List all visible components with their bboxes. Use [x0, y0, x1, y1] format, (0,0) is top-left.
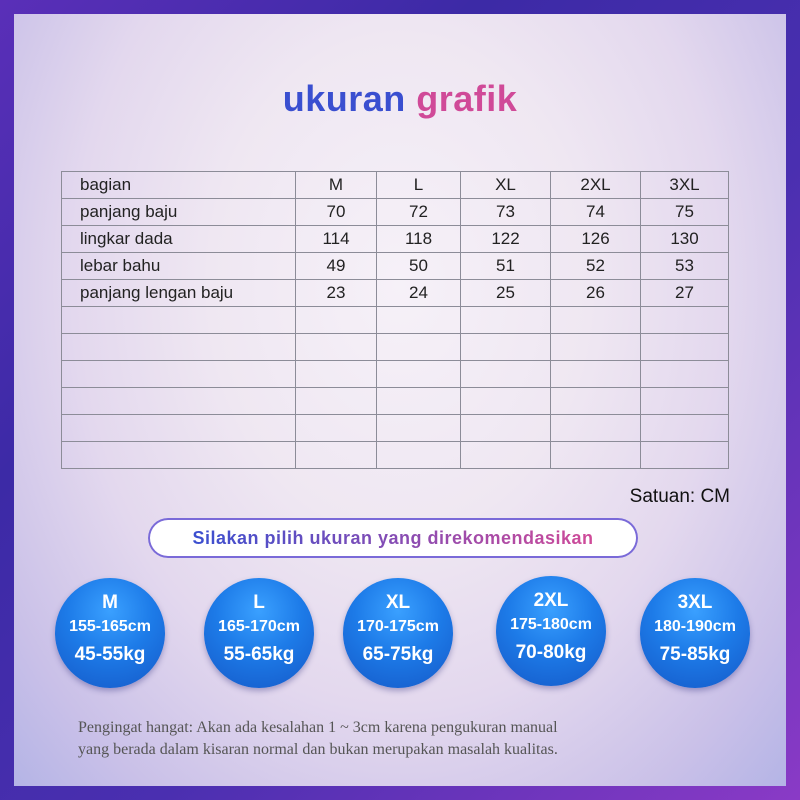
value-cell	[461, 361, 551, 388]
value-cell	[641, 307, 729, 334]
value-cell	[641, 361, 729, 388]
value-cell	[461, 307, 551, 334]
row-label-cell	[62, 334, 296, 361]
height-range: 180-190cm	[654, 618, 736, 635]
table-row	[62, 280, 729, 307]
value-cell	[551, 388, 641, 415]
value-cell: 122	[461, 226, 551, 253]
table-row-empty	[62, 442, 729, 469]
size-label: XL	[385, 592, 411, 613]
size-table	[61, 171, 729, 469]
value-cell	[377, 388, 461, 415]
size-recommendations	[0, 574, 800, 694]
weight-range: 70-80kg	[515, 642, 587, 663]
value-cell	[551, 442, 641, 469]
unit-label: Satuan: CM	[629, 486, 730, 507]
row-label-cell	[62, 361, 296, 388]
weight-range: 65-75kg	[362, 644, 434, 665]
value-cell	[641, 334, 729, 361]
value-cell: 49	[296, 253, 377, 280]
title-word-2: grafik	[416, 78, 518, 119]
height-range: 175-180cm	[510, 616, 592, 633]
value-cell	[296, 415, 377, 442]
value-cell: 26	[551, 280, 641, 307]
value-cell	[296, 334, 377, 361]
value-cell	[461, 442, 551, 469]
value-cell: 130	[641, 226, 729, 253]
value-cell	[377, 334, 461, 361]
value-cell: 2XL	[551, 172, 641, 199]
value-cell	[641, 388, 729, 415]
value-cell: 23	[296, 280, 377, 307]
row-label-cell: lingkar dada	[62, 226, 296, 253]
value-cell: 73	[461, 199, 551, 226]
value-cell	[551, 307, 641, 334]
value-cell	[377, 442, 461, 469]
value-cell: XL	[461, 172, 551, 199]
table-row-empty	[62, 388, 729, 415]
value-cell: 27	[641, 280, 729, 307]
size-circle-l	[204, 578, 314, 688]
value-cell: 126	[551, 226, 641, 253]
value-cell: 50	[377, 253, 461, 280]
value-cell	[296, 442, 377, 469]
table-row-empty	[62, 334, 729, 361]
value-cell	[461, 334, 551, 361]
row-label-cell	[62, 388, 296, 415]
row-label-cell: bagian	[62, 172, 296, 199]
value-cell	[551, 415, 641, 442]
title-word-1: ukuran	[282, 78, 406, 119]
value-cell: 25	[461, 280, 551, 307]
height-range: 155-165cm	[69, 618, 151, 635]
size-circle-3xl	[640, 578, 750, 688]
value-cell: 53	[641, 253, 729, 280]
row-label-cell: lebar bahu	[62, 253, 296, 280]
row-label-cell: panjang baju	[62, 199, 296, 226]
value-cell: 70	[296, 199, 377, 226]
value-cell	[377, 415, 461, 442]
weight-range: 45-55kg	[74, 644, 146, 665]
value-cell: 51	[461, 253, 551, 280]
page-title	[0, 78, 800, 120]
value-cell: 114	[296, 226, 377, 253]
height-range: 165-170cm	[218, 618, 300, 635]
size-label: M	[102, 592, 118, 613]
size-circle-m	[55, 578, 165, 688]
recommendation-text: Silakan pilih ukuran yang direkomendasikan	[192, 527, 594, 548]
table-row	[62, 253, 729, 280]
value-cell: 118	[377, 226, 461, 253]
row-label-cell	[62, 415, 296, 442]
size-label: 3XL	[677, 592, 713, 613]
value-cell: 3XL	[641, 172, 729, 199]
value-cell	[461, 415, 551, 442]
disclaimer-line-2: yang berada dalam kisaran normal dan bukan merupakan masalah kualitas.	[78, 741, 558, 758]
value-cell	[551, 361, 641, 388]
value-cell	[377, 307, 461, 334]
table-header-row	[62, 172, 729, 199]
size-circle-xl	[343, 578, 453, 688]
table-row	[62, 226, 729, 253]
table-row-empty	[62, 307, 729, 334]
row-label-cell	[62, 307, 296, 334]
value-cell	[461, 388, 551, 415]
value-cell: 72	[377, 199, 461, 226]
value-cell: 52	[551, 253, 641, 280]
table-row-empty	[62, 415, 729, 442]
value-cell: 74	[551, 199, 641, 226]
row-label-cell: panjang lengan baju	[62, 280, 296, 307]
value-cell: 24	[377, 280, 461, 307]
disclaimer-note	[78, 717, 738, 761]
recommendation-banner	[148, 518, 638, 558]
row-label-cell	[62, 442, 296, 469]
value-cell	[377, 361, 461, 388]
disclaimer-line-1: Pengingat hangat: Akan ada kesalahan 1 ~ 3cm karena pengukuran manual	[78, 719, 558, 736]
value-cell: M	[296, 172, 377, 199]
value-cell	[641, 415, 729, 442]
value-cell	[296, 388, 377, 415]
value-cell: L	[377, 172, 461, 199]
size-label: L	[253, 592, 265, 613]
value-cell: 75	[641, 199, 729, 226]
table-row	[62, 199, 729, 226]
value-cell	[296, 361, 377, 388]
weight-range: 75-85kg	[659, 644, 731, 665]
value-cell	[641, 442, 729, 469]
value-cell	[551, 334, 641, 361]
table-row-empty	[62, 361, 729, 388]
size-circle-2xl	[496, 576, 606, 686]
value-cell	[296, 307, 377, 334]
size-label: 2XL	[533, 590, 569, 611]
weight-range: 55-65kg	[223, 644, 295, 665]
height-range: 170-175cm	[357, 618, 439, 635]
